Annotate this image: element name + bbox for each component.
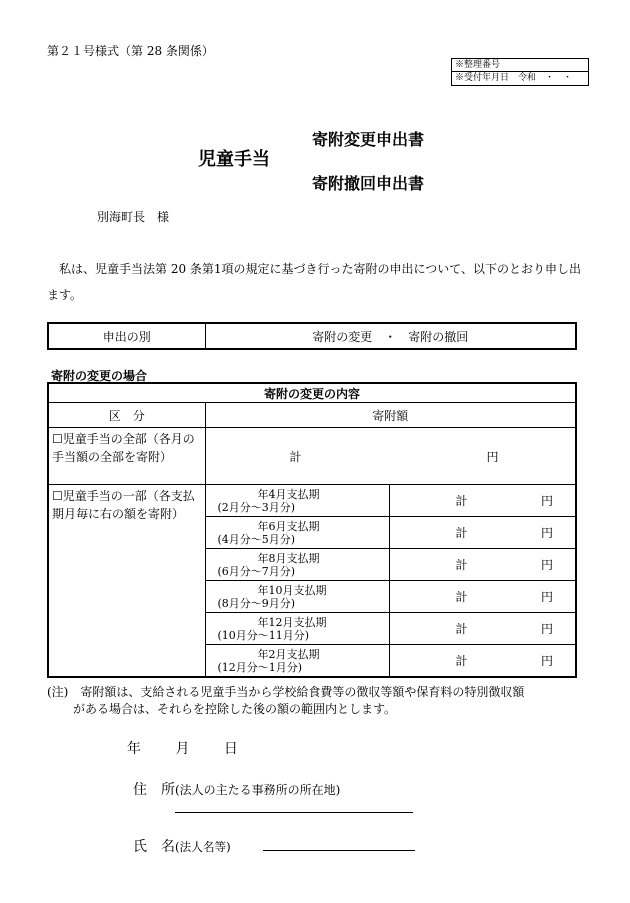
period-kei: 計	[455, 622, 468, 636]
title-main: 児童手当	[198, 149, 270, 170]
admin-box	[451, 58, 589, 86]
period-cell	[205, 517, 389, 549]
period-en: 円	[540, 558, 553, 572]
period-en: 円	[540, 494, 553, 508]
period-en: 円	[540, 622, 553, 636]
body-text: 私は、児童手当法第 20 条第1項の規定に基づき行った寄附の申出について、以下のとおり申し出ます。	[47, 262, 582, 302]
note-line2: がある場合は、それらを控除した後の額の範囲内とします。	[73, 702, 397, 716]
period-line1: 年4月支払期	[257, 487, 320, 501]
period-cell	[205, 613, 389, 645]
change-table-title: 寄附の変更の内容	[48, 383, 576, 403]
period-amount-cell[interactable]	[389, 645, 576, 678]
month-label: 月	[175, 741, 190, 757]
name-input-line[interactable]	[263, 850, 415, 851]
name-sub-label: (法人名等)	[175, 840, 231, 854]
period-line1: 年2月支払期	[257, 647, 320, 661]
all-option-checkbox[interactable]: ☐児童手当の全部（各月の手当額の全部を寄附）	[48, 428, 205, 485]
name-label: 氏 名	[133, 839, 175, 855]
period-en: 円	[540, 590, 553, 604]
period-amount-cell[interactable]	[389, 581, 576, 613]
period-line2: (4月分～5月分)	[217, 532, 296, 546]
period-cell	[205, 485, 389, 517]
application-type-table	[47, 322, 577, 350]
period-line1: 年8月支払期	[257, 551, 320, 565]
note	[47, 684, 607, 718]
all-amount-kei: 計	[289, 449, 302, 464]
day-label: 日	[223, 741, 238, 757]
period-kei: 計	[455, 590, 468, 604]
period-kei: 計	[455, 558, 468, 572]
ref-number-label: ※整理番号	[452, 59, 588, 72]
period-cell	[205, 645, 389, 678]
period-cell	[205, 581, 389, 613]
title-option-change: 寄附変更申出書	[312, 130, 425, 149]
change-section-heading: 寄附の変更の場合	[51, 369, 148, 383]
col-amount-header: 寄附額	[205, 403, 576, 428]
period-kei: 計	[455, 494, 468, 508]
period-line2: (10月分～11月分)	[217, 628, 310, 642]
period-amount-cell[interactable]	[389, 485, 576, 517]
address-label-row	[133, 779, 340, 799]
all-amount-en: 円	[486, 449, 499, 464]
partial-option-checkbox[interactable]: ☐児童手当の一部（各支払期月毎に右の額を寄附）	[48, 485, 205, 678]
application-type-options[interactable]: 寄附の変更 ・ 寄附の撤回	[205, 323, 576, 349]
year-label: 年	[127, 741, 141, 757]
note-line1: (注) 寄附額は、支給される児童手当から学校給食費等の徴収等額や保育料の特別徴収額	[47, 685, 525, 699]
period-line2: (8月分～9月分)	[217, 596, 296, 610]
title-option-withdraw: 寄附撤回申出書	[312, 174, 425, 193]
addressee: 別海町長 様	[97, 210, 170, 224]
period-line2: (12月分～1月分)	[217, 660, 303, 674]
address-label: 住 所	[133, 782, 175, 798]
period-amount-cell[interactable]	[389, 613, 576, 645]
address-sub-label: (法人の主たる事務所の所在地)	[175, 783, 341, 797]
period-line2: (6月分～7月分)	[217, 564, 296, 578]
period-line2: (2月分～3月分)	[217, 500, 296, 514]
period-amount-cell[interactable]	[389, 549, 576, 581]
address-input-line[interactable]	[175, 812, 413, 813]
change-content-table	[47, 382, 577, 678]
col-category-header: 区 分	[48, 403, 205, 428]
name-label-row	[133, 836, 231, 856]
period-cell	[205, 549, 389, 581]
form-number: 第２１号様式（第 28 条関係）	[47, 44, 214, 58]
received-date-label: ※受付年月日 令和 ・ ・	[455, 73, 573, 83]
all-amount-cell[interactable]	[205, 428, 576, 485]
period-line1: 年6月支払期	[257, 519, 320, 533]
period-amount-cell[interactable]	[389, 517, 576, 549]
period-en: 円	[540, 654, 553, 668]
period-kei: 計	[455, 654, 468, 668]
date-line	[127, 738, 268, 758]
period-line1: 年12月支払期	[257, 615, 327, 629]
period-kei: 計	[455, 526, 468, 540]
period-en: 円	[540, 526, 553, 540]
period-line1: 年10月支払期	[257, 583, 327, 597]
application-type-label: 申出の別	[48, 323, 205, 349]
